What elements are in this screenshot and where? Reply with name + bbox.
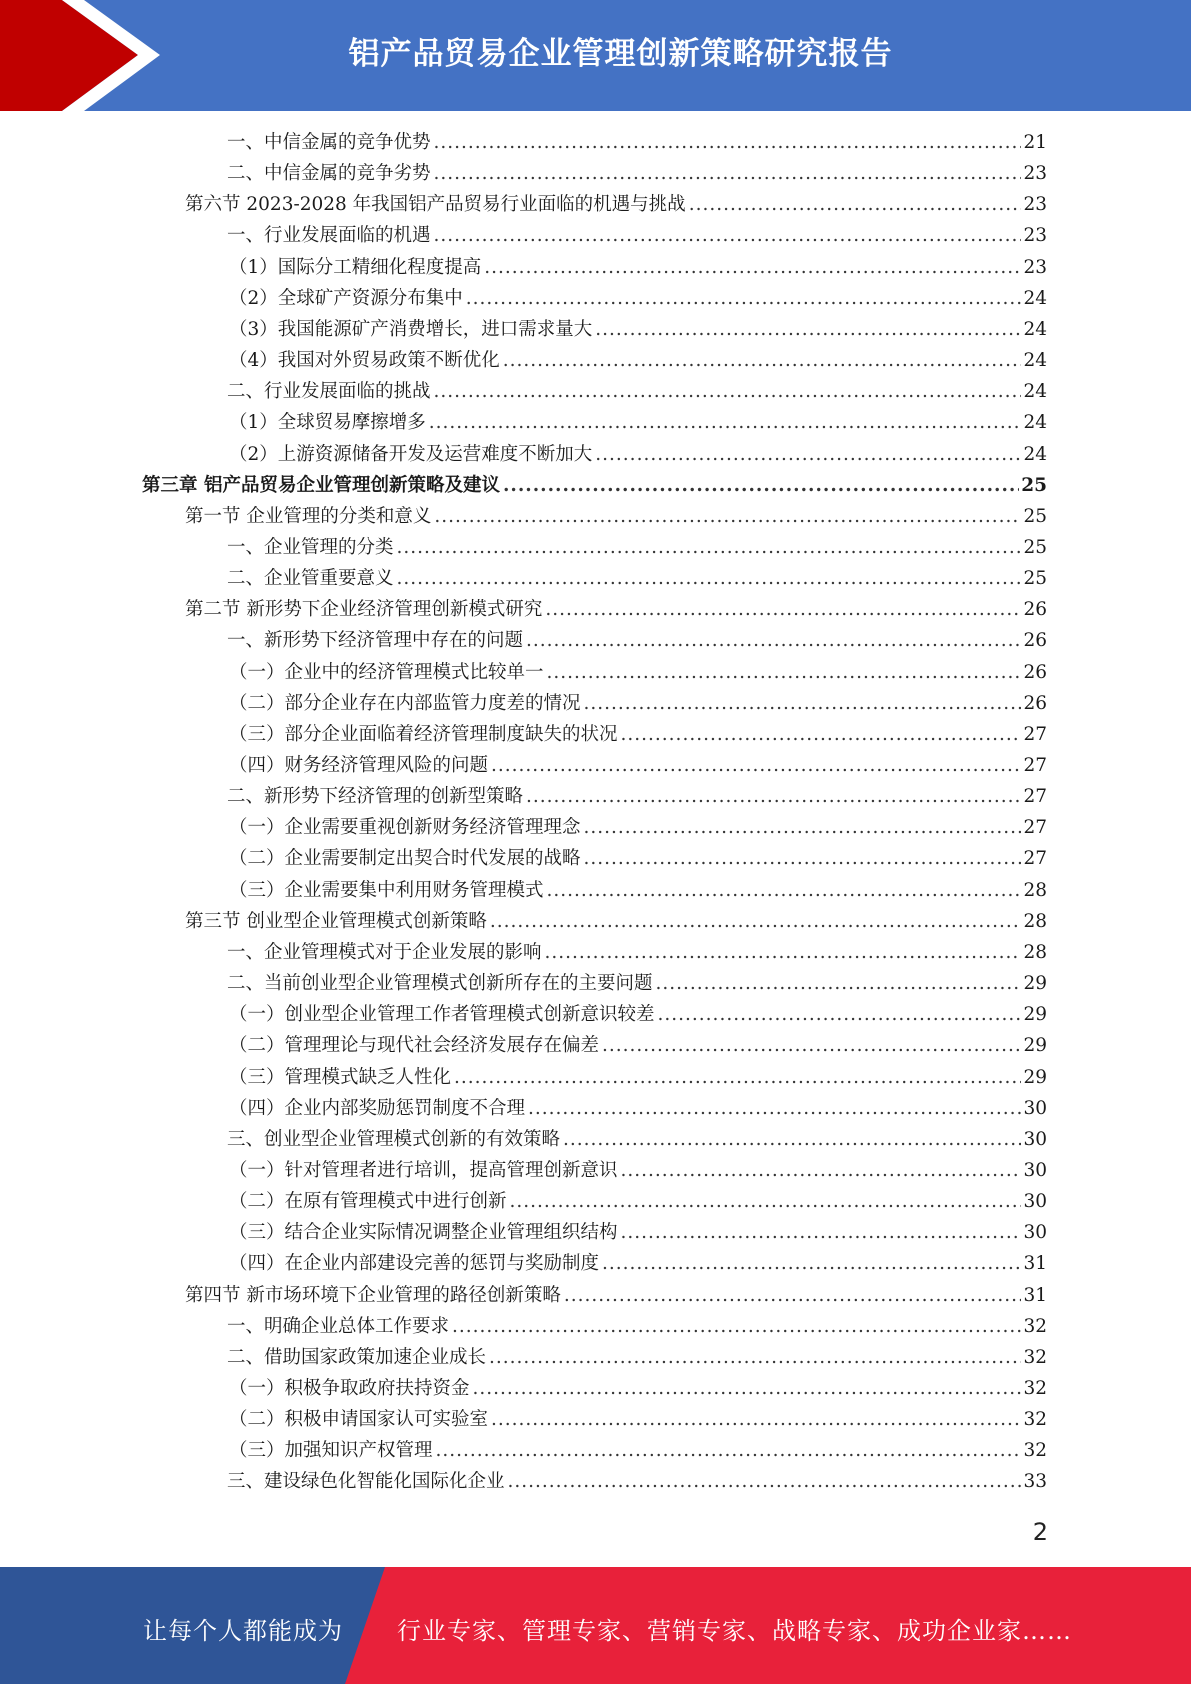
toc-dot-leader	[434, 506, 1021, 527]
toc-dot-leader	[526, 630, 1021, 651]
report-footer	[0, 1567, 1191, 1684]
toc-dot-leader	[397, 537, 1022, 558]
toc-dot-leader	[658, 1004, 1022, 1025]
toc-entry-page: 24	[1023, 443, 1047, 465]
toc-entry-page: 32	[1023, 1378, 1047, 1399]
toc-entry-label: 一、明确企业总体工作要求	[227, 1315, 450, 1337]
toc-entry-label: （三）结合企业实际情况调整企业管理组织结构	[229, 1222, 618, 1244]
toc-entry-label: （4）我国对外贸易政策不断优化	[229, 350, 500, 372]
toc-dot-leader	[621, 1222, 1022, 1243]
toc-entry-page: 29	[1023, 973, 1047, 995]
page-number: 2	[1032, 1518, 1048, 1546]
toc-entry[interactable]	[229, 1187, 1047, 1218]
toc-entry[interactable]	[227, 938, 1047, 969]
footer-slogan-right: 行业专家、管理专家、营销专家、战略专家、成功企业家……	[397, 1617, 1072, 1645]
toc-entry-page: 31	[1023, 1253, 1047, 1275]
toc-entry-page: 33	[1023, 1471, 1047, 1493]
toc-entry-label: 第三节 创业型企业管理模式创新策略	[185, 910, 487, 932]
toc-entry[interactable]	[229, 1063, 1047, 1094]
toc-dot-leader	[545, 942, 1022, 963]
toc-entry[interactable]	[185, 502, 1047, 533]
toc-dot-leader	[547, 880, 1022, 901]
toc-entry-label: （1）国际分工精细化程度提高	[229, 256, 482, 278]
toc-entry-label: 第一节 企业管理的分类和意义	[185, 505, 432, 527]
toc-entry-page: 26	[1023, 630, 1047, 652]
toc-entry[interactable]	[227, 128, 1047, 159]
toc-entry[interactable]	[229, 720, 1047, 751]
toc-entry-page: 25	[1023, 505, 1047, 527]
toc-entry[interactable]	[185, 595, 1047, 626]
toc-entry-page: 27	[1023, 848, 1047, 870]
toc-dot-leader	[429, 412, 1022, 433]
toc-entry-page: 27	[1023, 786, 1047, 808]
toc-entry-label: 三、创业型企业管理模式创新的有效策略	[227, 1128, 561, 1150]
toc-entry-page: 32	[1023, 1315, 1047, 1337]
toc-entry-page: 21	[1023, 132, 1047, 153]
toc-entry-label: 一、新形势下经济管理中存在的问题	[227, 630, 524, 652]
toc-dot-leader	[564, 1285, 1022, 1306]
toc-dot-leader	[503, 350, 1022, 371]
toc-entry-label: 第二节 新形势下企业经济管理创新模式研究	[185, 599, 543, 621]
toc-dot-leader	[490, 911, 1022, 932]
toc-entry-page: 25	[1023, 568, 1047, 590]
toc-entry[interactable]	[227, 159, 1047, 190]
toc-entry-label: 一、行业发展面临的机遇	[227, 225, 431, 247]
toc-dot-leader	[466, 288, 1022, 309]
toc-entry-label: （四）企业内部奖励惩罚制度不合理	[229, 1097, 526, 1119]
toc-entry[interactable]	[229, 876, 1047, 907]
toc-entry[interactable]	[229, 689, 1047, 720]
toc-entry-page: 27	[1023, 817, 1047, 839]
toc-entry[interactable]	[227, 221, 1047, 252]
toc-entry[interactable]	[227, 1467, 1047, 1498]
toc-dot-leader	[434, 132, 1022, 153]
toc-entry-page: 23	[1023, 256, 1047, 278]
toc-entry-label: （一）积极争取政府扶持资金	[229, 1378, 470, 1399]
toc-entry-label: 二、企业管重要意义	[227, 568, 394, 590]
toc-dot-leader	[602, 1035, 1021, 1056]
toc-entry[interactable]	[229, 813, 1047, 844]
toc-entry-label: 二、中信金属的竞争劣势	[227, 163, 431, 185]
toc-entry-label: 二、行业发展面临的挑战	[227, 381, 431, 403]
toc-entry[interactable]	[229, 658, 1047, 689]
toc-dot-leader	[584, 817, 1022, 838]
toc-entry-label: （三）加强知识产权管理	[229, 1440, 433, 1462]
toc-dot-leader	[547, 662, 1022, 683]
toc-dot-leader	[508, 1471, 1022, 1492]
toc-entry[interactable]	[229, 1094, 1047, 1125]
toc-dot-leader	[484, 257, 1021, 278]
toc-entry-label: 一、企业管理的分类	[227, 536, 394, 558]
toc-entry[interactable]	[227, 1312, 1047, 1343]
toc-entry[interactable]	[229, 1156, 1047, 1187]
toc-dot-leader	[503, 475, 1019, 496]
toc-entry[interactable]	[229, 1405, 1047, 1436]
toc-entry[interactable]	[229, 1249, 1047, 1280]
toc-entry-label: 一、中信金属的竞争优势	[227, 132, 431, 153]
toc-dot-leader	[473, 1378, 1022, 1399]
toc-entry-page: 31	[1023, 1284, 1047, 1306]
toc-entry-label: 第六节 2023-2028 年我国铝产品贸易行业面临的机遇与挑战	[185, 194, 686, 216]
toc-dot-leader	[528, 1098, 1021, 1119]
toc-dot-leader	[489, 1347, 1021, 1368]
toc-entry-page: 28	[1023, 910, 1047, 932]
toc-entry[interactable]	[229, 315, 1047, 346]
toc-entry-label: （四）财务经济管理风险的问题	[229, 755, 489, 776]
toc-dot-leader	[436, 1440, 1022, 1461]
toc-entry-label: （二）在原有管理模式中进行创新	[229, 1191, 507, 1213]
toc-entry-page: 30	[1023, 1128, 1047, 1150]
toc-entry-page: 23	[1023, 163, 1047, 185]
toc-entry-label: 二、借助国家政策加速企业成长	[227, 1346, 487, 1368]
toc-entry-label: （二）企业需要制定出契合时代发展的战略	[229, 848, 581, 870]
toc-entry[interactable]	[229, 1374, 1047, 1405]
toc-entry[interactable]	[229, 440, 1047, 471]
toc-entry-label: （一）企业需要重视创新财务经济管理理念	[229, 817, 581, 839]
toc-entry[interactable]	[142, 471, 1047, 502]
toc-entry-label: （二）管理理论与现代社会经济发展存在偏差	[229, 1035, 600, 1057]
toc-dot-leader	[584, 848, 1022, 869]
toc-entry-label: （二）部分企业存在内部监管力度差的情况	[229, 692, 581, 714]
toc-entry[interactable]	[185, 190, 1047, 221]
toc-dot-leader	[510, 1191, 1022, 1212]
toc-entry-page: 32	[1023, 1346, 1047, 1368]
toc-entry[interactable]	[227, 533, 1047, 564]
toc-entry-page: 30	[1023, 1191, 1047, 1213]
toc-entry-page: 29	[1023, 1035, 1047, 1057]
toc-entry[interactable]	[227, 782, 1047, 813]
toc-entry-label: （三）管理模式缺乏人性化	[229, 1066, 452, 1088]
toc-entry-label: （一）企业中的经济管理模式比较单一	[229, 661, 544, 683]
toc-entry-page: 25	[1021, 474, 1047, 496]
toc-dot-leader	[595, 319, 1021, 340]
toc-entry-page: 30	[1023, 1222, 1047, 1244]
toc-entry-page: 30	[1023, 1159, 1047, 1181]
toc-dot-leader	[434, 163, 1022, 184]
toc-entry[interactable]	[229, 1218, 1047, 1249]
toc-entry-label: （二）积极申请国家认可实验室	[229, 1409, 489, 1431]
toc-entry-page: 26	[1023, 661, 1047, 683]
toc-dot-leader	[491, 755, 1021, 776]
toc-entry-page: 23	[1023, 225, 1047, 247]
toc-dot-leader	[621, 724, 1022, 745]
toc-entry[interactable]	[229, 1436, 1047, 1467]
toc-entry[interactable]	[227, 1343, 1047, 1374]
toc-dot-leader	[584, 693, 1022, 714]
toc-entry-label: （2）上游资源储备开发及运营难度不断加大	[229, 443, 593, 465]
toc-entry-page: 26	[1023, 599, 1047, 621]
toc-entry[interactable]	[229, 284, 1047, 315]
toc-entry-label: 二、新形势下经济管理的创新型策略	[227, 786, 524, 808]
toc-entry-page: 24	[1023, 412, 1047, 434]
footer-slogan-left: 让每个人都能成为	[143, 1617, 343, 1645]
toc-entry-page: 26	[1023, 692, 1047, 714]
toc-entry-label: （1）全球贸易摩擦增多	[229, 412, 426, 434]
toc-dot-leader	[434, 381, 1022, 402]
toc-entry-page: 30	[1023, 1097, 1047, 1119]
toc-dot-leader	[602, 1253, 1021, 1274]
toc-entry[interactable]	[227, 626, 1047, 657]
toc-dot-leader	[526, 786, 1021, 807]
toc-dot-leader	[563, 1129, 1021, 1150]
toc-entry-label: （三）企业需要集中利用财务管理模式	[229, 879, 544, 901]
toc-dot-leader	[491, 1409, 1021, 1430]
toc-entry[interactable]	[229, 844, 1047, 875]
toc-entry-page: 32	[1023, 1440, 1047, 1462]
toc-entry[interactable]	[227, 969, 1047, 1000]
toc-dot-leader	[454, 1067, 1021, 1088]
toc-entry-label: （四）在企业内部建设完善的惩罚与奖励制度	[229, 1253, 600, 1275]
toc-entry-label: 二、当前创业型企业管理模式创新所存在的主要问题	[227, 973, 653, 995]
toc-dot-leader	[545, 599, 1021, 620]
toc-entry-label: 第四节 新市场环境下企业管理的路径创新策略	[185, 1284, 561, 1306]
toc-entry-label: 一、企业管理模式对于企业发展的影响	[227, 941, 542, 963]
toc-entry[interactable]	[229, 408, 1047, 439]
toc-entry-page: 27	[1023, 723, 1047, 745]
toc-entry[interactable]	[229, 751, 1047, 782]
toc-entry-label: 第三章 铝产品贸易企业管理创新策略及建议	[142, 474, 500, 496]
toc-entry-page: 24	[1023, 381, 1047, 403]
toc-entry-label: 三、建设绿色化智能化国际化企业	[227, 1471, 505, 1493]
report-header	[0, 0, 1191, 111]
toc-entry-page: 25	[1023, 536, 1047, 558]
toc-entry[interactable]	[185, 907, 1047, 938]
toc-entry-page: 28	[1023, 941, 1047, 963]
toc-entry-label: （三）部分企业面临着经济管理制度缺失的状况	[229, 723, 618, 745]
toc-entry-label: （2）全球矿产资源分布集中	[229, 287, 463, 309]
toc-dot-leader	[434, 225, 1022, 246]
toc-entry[interactable]	[227, 377, 1047, 408]
toc-entry[interactable]	[227, 564, 1047, 595]
toc-entry-page: 23	[1023, 194, 1047, 216]
toc-entry[interactable]	[229, 1000, 1047, 1031]
toc-dot-leader	[452, 1316, 1021, 1337]
toc-entry-page: 24	[1023, 318, 1047, 340]
toc-entry-label: （一）针对管理者进行培训，提高管理创新意识	[229, 1159, 618, 1181]
report-title: 铝产品贸易企业管理创新策略研究报告	[348, 36, 893, 72]
toc-entry[interactable]	[229, 346, 1047, 377]
toc-entry[interactable]	[185, 1281, 1047, 1312]
toc-entry-page: 24	[1023, 287, 1047, 309]
toc-entry-page: 29	[1023, 1004, 1047, 1026]
toc-dot-leader	[397, 568, 1022, 589]
toc-entry[interactable]	[227, 1125, 1047, 1156]
toc-entry-label: （一）创业型企业管理工作者管理模式创新意识较差	[229, 1004, 655, 1026]
toc-dot-leader	[656, 973, 1022, 994]
toc-entry-label: （3）我国能源矿产消费增长，进口需求量大	[229, 318, 593, 340]
toc-entry-page: 27	[1023, 755, 1047, 776]
toc-entry-page: 28	[1023, 879, 1047, 901]
toc-entry-page: 24	[1023, 350, 1047, 372]
toc-entry[interactable]	[229, 253, 1047, 284]
toc-entry[interactable]	[229, 1031, 1047, 1062]
toc-entry-page: 32	[1023, 1409, 1047, 1431]
toc-dot-leader	[595, 444, 1021, 465]
toc-entry-page: 29	[1023, 1066, 1047, 1088]
toc-dot-leader	[689, 194, 1022, 215]
toc-dot-leader	[621, 1160, 1022, 1181]
